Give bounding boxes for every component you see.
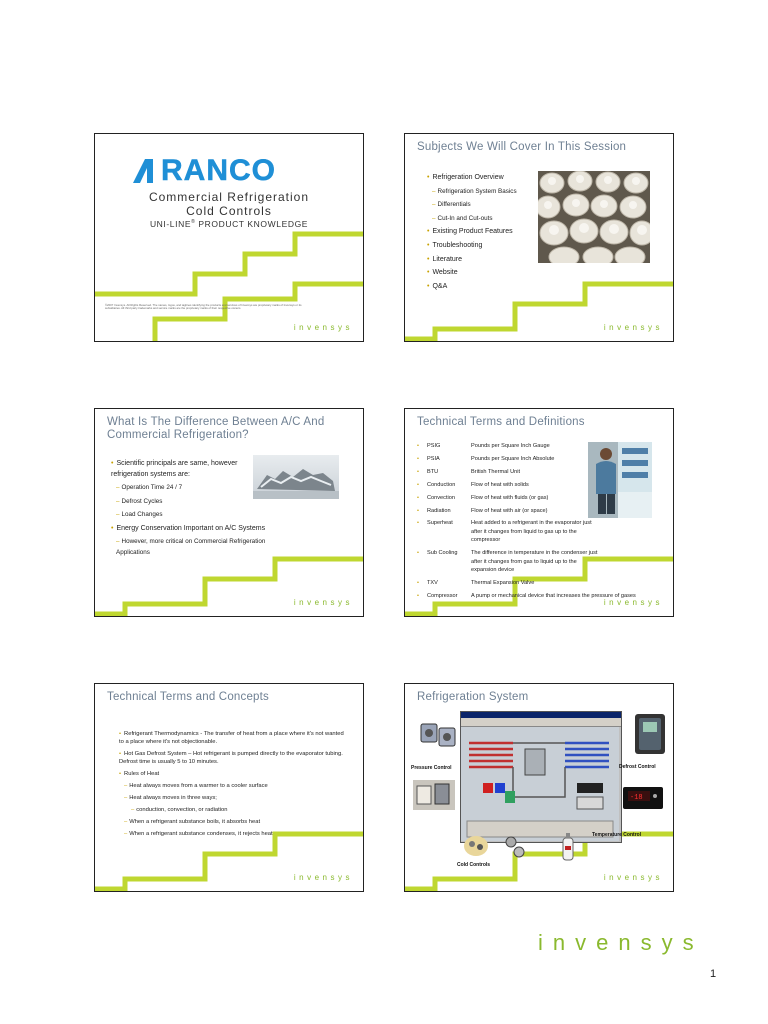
- term-definition: Pounds per Square Inch Gauge: [471, 443, 550, 449]
- bullet-marker: •: [427, 174, 430, 181]
- dash-marker: –: [116, 511, 120, 518]
- slide-title: [94, 133, 364, 342]
- dash-marker: –: [116, 497, 120, 505]
- dash-marker: –: [124, 795, 128, 801]
- bullet-marker: •: [111, 524, 114, 532]
- term-name: TXV: [427, 579, 438, 586]
- temperature-control-graphic: [623, 787, 663, 809]
- dash-marker: –: [116, 538, 120, 545]
- list-item-text: Refrigeration System Basics: [437, 187, 517, 195]
- list-item: [427, 280, 517, 294]
- invensys-page-logo: invensys: [538, 930, 704, 955]
- dash-marker: –: [432, 214, 436, 222]
- bullet-marker: •: [417, 468, 419, 475]
- supermarket-graphic: [588, 442, 652, 518]
- term-name: Compressor: [427, 592, 458, 599]
- term-name: Radiation: [427, 507, 451, 514]
- list-item: [427, 266, 517, 280]
- term-name: Superheat: [427, 520, 453, 527]
- slide-concepts: [94, 683, 364, 892]
- slide-refrigeration-system: [404, 683, 674, 892]
- term-definition: Flow of heat with air (or space): [471, 507, 548, 514]
- dash-marker: –: [116, 484, 120, 491]
- list-item: [427, 198, 517, 212]
- bullet-marker: •: [427, 282, 430, 290]
- bullet-marker: •: [417, 507, 419, 514]
- list-item-text: Website: [432, 269, 458, 277]
- schematic-toolbar: [461, 718, 621, 727]
- cold-controls-label: Cold Controls: [457, 862, 491, 868]
- pressure-control-image: [419, 720, 459, 754]
- sensor-bottle-graphic: [561, 832, 575, 862]
- dash-marker: –: [432, 187, 436, 195]
- ranco-mark-icon: [131, 158, 161, 184]
- list-item-text: Scientific principals are same, however refrigeration systems are:: [111, 460, 238, 478]
- term-name: Sub Cooling: [427, 550, 458, 557]
- invensys-footer-logo: invensys: [293, 598, 353, 607]
- defrost-control-graphic: [635, 714, 665, 754]
- device-photo-graphic: [413, 780, 455, 810]
- list-item: [111, 537, 269, 558]
- concepts-list: [119, 730, 345, 842]
- term-definition: Flow of heat with fluids (or gas): [471, 494, 549, 501]
- thermostat-parts-image: [503, 834, 527, 862]
- list-item-text: Refrigeration Overview: [432, 174, 504, 181]
- invensys-footer-logo: invensys: [603, 598, 663, 607]
- defrost-control-label: Defrost Control: [619, 764, 656, 770]
- term-row: [417, 549, 667, 574]
- list-item: [111, 510, 269, 521]
- list-item: [119, 750, 345, 766]
- bullet-marker: •: [417, 494, 419, 501]
- thermostat-parts-graphic: [503, 834, 527, 862]
- list-item-text: Rules of Heat: [124, 771, 160, 777]
- list-item-text: Energy Conservation Important on A/C Systems: [116, 524, 266, 532]
- list-item: [111, 524, 269, 535]
- list-item-text: Differentials: [437, 201, 471, 209]
- list-item: [119, 830, 345, 838]
- list-item-text: Existing Product Features: [432, 228, 513, 236]
- temperature-control-image: [623, 787, 663, 809]
- cold-controls-graphic: [463, 834, 489, 858]
- term-definition: Pounds per Square Inch Absolute: [471, 455, 555, 462]
- dash-marker: –: [432, 201, 436, 209]
- bullet-marker: •: [417, 592, 419, 599]
- fine-print: ©2007 Invensys. All Rights Reserved. The names, logos, and taglines identifying the products and services of Invensys are proprietary marks of Invensys or its subsidiaries. All third party trademarks and service marks are the proprietary marks of their respective owners.: [105, 303, 302, 311]
- dash-marker: –: [124, 831, 128, 837]
- term-name: Convection: [427, 494, 455, 501]
- slide-subjects: [404, 133, 674, 342]
- invensys-footer-logo: invensys: [293, 323, 353, 332]
- list-item-text: Load Changes: [121, 511, 163, 518]
- defrost-control-image: [635, 714, 665, 754]
- bullet-marker: •: [111, 460, 114, 467]
- list-item: [111, 459, 269, 480]
- bullet-marker: •: [427, 228, 430, 236]
- bullet-marker: •: [427, 269, 430, 277]
- device-photo: [413, 780, 455, 810]
- slide1-subtitle: UNI-LINE® PRODUCT KNOWLEDGE: [149, 219, 309, 229]
- milk-bottles-image: [538, 171, 650, 263]
- list-item: [119, 770, 345, 778]
- list-item: [119, 806, 345, 814]
- list-item: [111, 483, 269, 494]
- schematic-graphic: [461, 727, 619, 841]
- system-schematic: [460, 711, 622, 843]
- list-item: [427, 239, 517, 253]
- cold-controls-image: [463, 834, 489, 858]
- list-item-text: Defrost Cycles: [121, 497, 163, 505]
- list-item-text: Cut-In and Cut-outs: [437, 214, 493, 222]
- invensys-footer-logo: invensys: [603, 323, 663, 332]
- frozen-food-graphic: [253, 455, 339, 499]
- pressure-control-label: Pressure Control: [411, 765, 452, 771]
- term-name: BTU: [427, 468, 439, 475]
- frozen-food-image: [253, 455, 339, 499]
- list-item: [111, 497, 269, 508]
- invensys-footer-logo: invensys: [603, 873, 663, 882]
- list-item-text: Heat always moves in three ways;: [129, 795, 217, 801]
- bullet-marker: •: [417, 520, 419, 527]
- bullet-marker: •: [119, 751, 122, 757]
- list-item: [427, 171, 517, 185]
- list-item: [427, 253, 517, 267]
- list-item-text: When a refrigerant substance condenses, it rejects heat: [129, 831, 273, 837]
- slide4-title: Technical Terms and Definitions: [417, 416, 585, 428]
- list-item-text: Literature: [432, 255, 463, 263]
- milk-bottles-graphic: [538, 171, 650, 263]
- temperature-control-label: Temperature Control: [592, 832, 642, 838]
- list-item: [427, 212, 517, 226]
- list-item-text: Refrigerant Thermodynamics - The transfer of heat from a place where it's not wanted to a place where it's not objectionable.: [119, 731, 344, 745]
- term-definition: British Thermal Unit: [471, 468, 521, 475]
- dash-marker: –: [124, 783, 128, 789]
- list-item-text: Hot Gas Defrost System – Hot refrigerant is pumped directly to the evaporator tubing. Defrost time is usually 5 to 10 minutes.: [119, 751, 343, 765]
- page-number: 1: [710, 968, 717, 980]
- bullet-marker: •: [427, 255, 430, 263]
- list-item: [119, 818, 345, 826]
- slide1-title-line1: Commercial Refrigeration: [148, 190, 310, 204]
- slide3-title: What Is The Difference Between A/C And Commercial Refrigeration?: [107, 416, 325, 441]
- term-definition: A pump or mechanical device that increases the pressure of gases: [471, 592, 636, 599]
- ranco-logo: [131, 154, 276, 188]
- list-item-text: Heat always moves from a warmer to a cooler surface: [129, 783, 268, 789]
- slide2-title: Subjects We Will Cover In This Session: [417, 141, 627, 153]
- list-item: [119, 782, 345, 790]
- bullet-marker: •: [417, 455, 419, 462]
- bullet-marker: •: [427, 241, 430, 249]
- svg-text:-18: -18: [630, 794, 643, 802]
- list-item-text: However, more critical on Commercial Refrigeration Applications: [116, 538, 266, 556]
- slide-difference: [94, 408, 364, 617]
- term-name: PSIG: [427, 443, 441, 449]
- term-row: [417, 519, 667, 544]
- list-item-text: Operation Time 24 / 7: [121, 484, 183, 491]
- list-item-text: Troubleshooting: [432, 241, 483, 249]
- term-definition: Flow of heat with solids: [471, 481, 529, 488]
- dash-marker: –: [124, 819, 128, 825]
- invensys-footer-logo: invensys: [293, 873, 353, 882]
- bullet-marker: •: [417, 579, 419, 586]
- list-item: [427, 225, 517, 239]
- supermarket-image: [588, 442, 652, 518]
- list-item: [119, 730, 345, 746]
- ranco-wordmark: RANCO: [161, 154, 276, 187]
- term-name: Conduction: [427, 481, 456, 488]
- bullet-marker: •: [417, 443, 419, 449]
- slide5-title: Technical Terms and Concepts: [107, 691, 269, 703]
- list-item-text: Q&A: [432, 282, 448, 290]
- term-definition: Heat added to a refrigerant in the evaporator just after it changes from liquid to gas up to the compressor: [471, 520, 592, 544]
- list-item: [119, 794, 345, 802]
- term-definition: The difference in temperature in the condenser just after it changes from gas to liquid up to the expansion device: [471, 550, 598, 573]
- slide-technical-terms: [404, 408, 674, 617]
- bullet-marker: •: [119, 731, 122, 737]
- list-item: [427, 185, 517, 199]
- pressure-control-graphic: [419, 720, 459, 754]
- list-item-text: conduction, convection, or radiation: [136, 807, 228, 813]
- difference-list: [111, 459, 269, 561]
- list-item-text: When a refrigerant substance boils, it absorbs heat: [129, 819, 261, 825]
- sensor-bottle-image: [561, 832, 575, 862]
- term-row: [417, 579, 667, 587]
- term-name: PSIA: [427, 455, 440, 462]
- slide6-title: Refrigeration System: [417, 691, 529, 703]
- bullet-marker: •: [417, 481, 419, 488]
- bullet-marker: •: [417, 550, 419, 557]
- subjects-list: [427, 171, 517, 293]
- term-definition: Thermal Expansion Valve: [471, 579, 535, 586]
- dash-marker: –: [131, 807, 135, 813]
- slide1-title-line2: Cold Controls: [186, 204, 272, 218]
- bullet-marker: •: [119, 771, 122, 777]
